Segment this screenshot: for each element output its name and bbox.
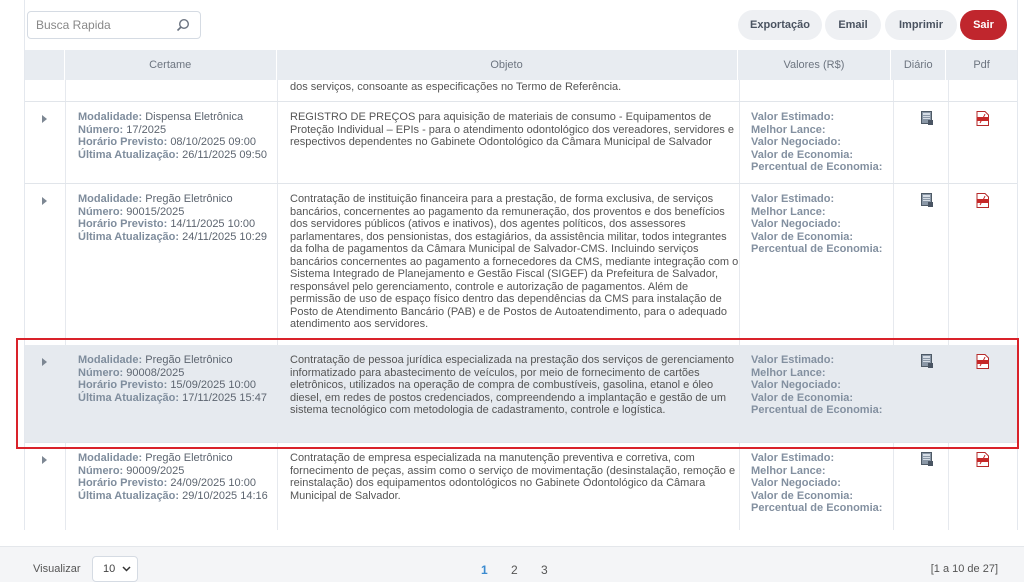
row-valores: Valor Estimado: Melhor Lance: Valor Negociado: Valor de Economia: Percentual de Economia: <box>751 354 883 416</box>
table-row[interactable] <box>25 184 1017 340</box>
header-pdf: Pdf <box>973 59 990 71</box>
page-link-1[interactable]: 1 <box>481 563 488 577</box>
table-row[interactable] <box>25 443 1017 530</box>
row-valores: Valor Estimado: Melhor Lance: Valor Negociado: Valor de Economia: Percentual de Economia: <box>751 452 883 514</box>
chevron-down-icon <box>122 566 131 572</box>
toolbar <box>25 0 1017 50</box>
row-certame: Modalidade: Pregão Eletrônico Número: 90009/2025 Horário Previsto: 24/09/2025 10:00 Última Atualização: 29/10/2025 14:16 <box>78 452 268 502</box>
table-row[interactable] <box>25 102 1017 184</box>
header-diario: Diário <box>891 50 946 80</box>
print-button[interactable]: Imprimir <box>885 10 957 40</box>
row-objeto-partial: dos serviços, consoante as especificações no Termo de Referência. <box>290 81 622 93</box>
email-button[interactable]: Email <box>825 10 881 40</box>
expand-arrow-icon[interactable] <box>41 114 49 124</box>
selection-highlight <box>16 338 1019 449</box>
row-valores: Valor Estimado: Melhor Lance: Valor Negociado: Valor de Economia: Percentual de Economia: <box>751 111 883 173</box>
row-certame: Modalidade: Pregão Eletrônico Número: 90015/2025 Horário Previsto: 14/11/2025 10:00 Última Atualização: 24/11/2025 10:29 <box>78 193 267 243</box>
diario-icon[interactable] <box>921 452 933 466</box>
pdf-icon[interactable] <box>976 452 989 467</box>
row-certame: Modalidade: Dispensa Eletrônica Número: 17/2025 Horário Previsto: 08/10/2025 09:00 Última Atualização: 26/11/2025 09:50 <box>78 111 267 161</box>
search-input[interactable] <box>36 18 166 32</box>
row-certame: Modalidade: Pregão Eletrônico Número: 90008/2025 Horário Previsto: 15/09/2025 10:00 Última Atualização: 17/11/2025 15:47 <box>78 354 267 404</box>
expand-arrow-icon[interactable] <box>41 455 49 465</box>
table-header <box>25 50 1017 80</box>
record-range: [1 a 10 de 27] <box>930 563 998 575</box>
expand-arrow-icon[interactable] <box>41 196 49 206</box>
page-size-value: 10 <box>103 563 116 575</box>
table-row-partial <box>25 80 1017 102</box>
header-valores[interactable]: Valores (R$) <box>738 50 892 80</box>
diario-icon[interactable] <box>921 111 933 125</box>
search-box[interactable] <box>27 11 201 39</box>
row-objeto: Contratação de instituição financeira para a prestação, de forma exclusiva, de serviços bancários, concernentes ao pagamento da remuneração, dos proventos e dos benefícios dos servidores públicos (ativos e inativos), dos agentes políticos, dos assessores parlamentares, dos pensionistas, dos estagiários, da assistência militar, todos integrantes da folha de pagamentos da Câmara Municipal de Salvador-CMS. Incluindo serviços bancários concernentes ao pagamento a fornecedores da CMS, mediante integração com o Sistema Integrado de Planejamento e Gestão Fiscal (SIGEF) da Prefeitura de Salvador, responsável pelo gerenciamento, controle e autorização de pagamentos. Além de permissão de uso de espaço físico dentro das dependências da CMS para instalação de Posto de Atendimento Bancário (PAB) e de Postos de Autoatendimento, para o adequado atendimento aos servidores. <box>290 193 739 330</box>
row-objeto: REGISTRO DE PREÇOS para aquisição de materiais de consumo - Equipamentos de Proteção Individual – EPIs - para o atendimento odontológico dos vereadores, servidores e respectivos dependentes no Gabinete Odontológico da Câmara Municipal de Salvador <box>290 111 734 148</box>
row-objeto: Contratação de pessoa jurídica especializada na prestação dos serviços de gerenciamento informatizado para abastecimento de veículos, por meio de fornecimento de cartões eletrônicos, utilizados na operação de compra de combustíveis, gasolina, etanol e óleo diesel, em redes de postos credenciados, compreendendo a implantação e gestão de um sistema tecnológico com metodologia de cadastramento, controle e logística. <box>290 354 734 416</box>
header-certame[interactable]: Certame <box>65 50 277 80</box>
search-icon[interactable] <box>176 18 190 32</box>
header-objeto[interactable]: Objeto <box>277 50 738 80</box>
header-expand <box>25 50 65 80</box>
pagination-footer <box>0 546 1024 582</box>
export-button[interactable]: Exportação <box>738 10 822 40</box>
page-size-select[interactable] <box>92 556 138 582</box>
content-panel <box>24 0 1018 530</box>
exit-button[interactable]: Sair <box>960 10 1007 40</box>
page-link-2[interactable]: 2 <box>511 563 518 577</box>
pdf-icon[interactable] <box>976 111 989 126</box>
diario-icon[interactable] <box>921 193 933 207</box>
row-valores: Valor Estimado: Melhor Lance: Valor Negociado: Valor de Economia: Percentual de Economia: <box>751 193 883 255</box>
page-link-3[interactable]: 3 <box>541 563 548 577</box>
page-size-label: Visualizar <box>33 563 81 575</box>
row-objeto: Contratação de empresa especializada na manutenção preventiva e corretiva, com fornecimento de peças, assim como o serviço de movimentação (desinstalação, remoção e reinstalação) dos equipamentos odontológicos no Gabinete Odontológico da Câmara Municipal de Salvador. <box>290 452 736 502</box>
pdf-icon[interactable] <box>976 193 989 208</box>
